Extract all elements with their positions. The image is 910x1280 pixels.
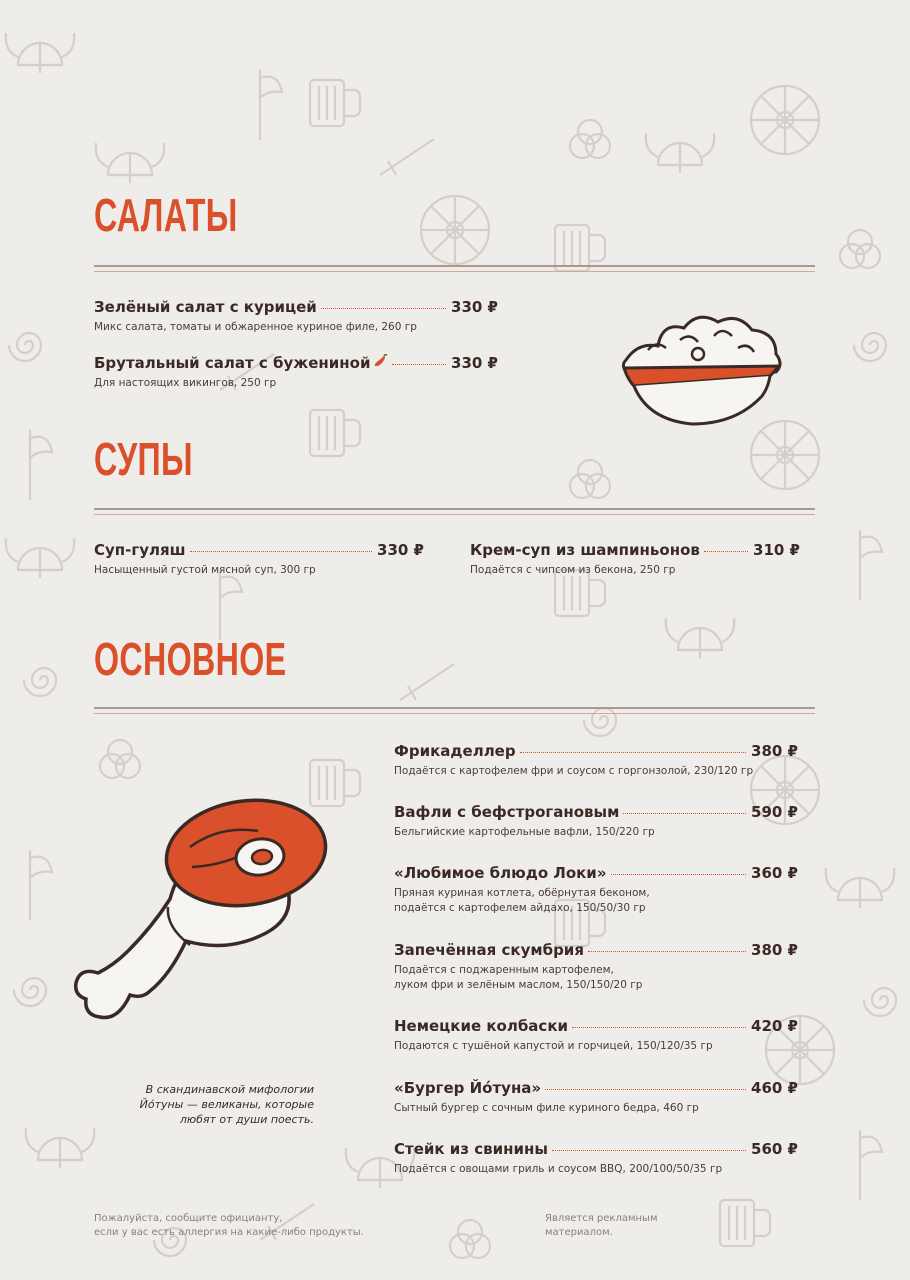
menu-item bbox=[94, 354, 498, 391]
item-name: Запечённая скумбрия bbox=[394, 941, 584, 959]
item-description: Подаётся с чипсом из бекона, 250 гр bbox=[470, 564, 676, 576]
footer-line: Пожалуйста, сообщите официанту, bbox=[94, 1213, 283, 1224]
section-title-mains: ОСНОВНОЕ bbox=[94, 633, 287, 685]
advertising-notice bbox=[545, 1212, 658, 1240]
item-name: «Бургер Йо́туна» bbox=[394, 1079, 542, 1097]
menu-item bbox=[394, 1140, 798, 1177]
caption-line: В скандинавской мифологии bbox=[145, 1083, 314, 1096]
item-price: 360 ₽ bbox=[751, 864, 798, 882]
item-description: Бельгийские картофельные вафли, 150/220 гр bbox=[394, 826, 655, 838]
dotted-leader bbox=[588, 951, 746, 952]
item-description: Для настоящих викингов, 250 гр bbox=[94, 377, 277, 389]
item-name: Немецкие колбаски bbox=[394, 1017, 569, 1035]
item-name: Брутальный салат с бужениной bbox=[94, 354, 371, 372]
section-title-soups: СУПЫ bbox=[94, 433, 193, 485]
dotted-leader bbox=[545, 1089, 746, 1090]
item-description: Подаётся с картофелем фри и соусом с горгонзолой, 230/120 гр bbox=[394, 765, 754, 777]
dotted-leader bbox=[623, 813, 746, 814]
item-price: 380 ₽ bbox=[751, 941, 798, 959]
item-name: «Любимое блюдо Локи» bbox=[394, 864, 607, 882]
item-description-line2: луком фри и зелёным маслом, 150/150/20 гр bbox=[394, 979, 643, 991]
salad-bowl-illustration bbox=[618, 302, 788, 432]
item-description: Сытный бургер с сочным филе куриного бедра, 460 гр bbox=[394, 1102, 699, 1114]
menu-item bbox=[394, 864, 798, 916]
section-divider bbox=[94, 707, 815, 714]
dotted-leader bbox=[572, 1027, 746, 1028]
caption-line: любят от души поесть. bbox=[179, 1113, 314, 1126]
dotted-leader bbox=[704, 551, 748, 552]
item-description-line2: подаётся с картофелем айдахо, 150/50/30 гр bbox=[394, 902, 646, 914]
item-price: 460 ₽ bbox=[751, 1079, 798, 1097]
item-description: Подаётся с поджаренным картофелем, bbox=[394, 964, 614, 976]
item-price: 420 ₽ bbox=[751, 1017, 798, 1035]
item-name: Стейк из свинины bbox=[394, 1140, 548, 1158]
dotted-leader bbox=[520, 752, 746, 753]
item-description: Подаются с тушёной капустой и горчицей, 150/120/35 гр bbox=[394, 1040, 713, 1052]
mythology-caption bbox=[120, 1082, 314, 1127]
item-price: 380 ₽ bbox=[751, 742, 798, 760]
item-description: Насыщенный густой мясной суп, 300 гр bbox=[94, 564, 316, 576]
item-price: 310 ₽ bbox=[753, 541, 800, 559]
item-price: 330 ₽ bbox=[377, 541, 424, 559]
section-divider bbox=[94, 508, 815, 515]
item-name: Зелёный салат с курицей bbox=[94, 298, 317, 316]
item-description: Подаётся с овощами гриль и соусом BBQ, 200/100/50/35 гр bbox=[394, 1163, 723, 1175]
menu-item bbox=[94, 541, 424, 578]
item-name: Крем-суп из шампиньонов bbox=[470, 541, 700, 559]
allergy-notice bbox=[94, 1212, 364, 1240]
dotted-leader bbox=[321, 308, 446, 309]
footer-line: материалом. bbox=[545, 1227, 613, 1238]
dotted-leader bbox=[552, 1150, 746, 1151]
ham-leg-illustration bbox=[70, 795, 332, 1035]
dotted-leader bbox=[392, 364, 446, 365]
chili-pepper-icon bbox=[372, 354, 388, 368]
item-description: Пряная куриная котлета, обёрнутая беконом, bbox=[394, 887, 650, 899]
item-price: 330 ₽ bbox=[451, 298, 498, 316]
menu-item bbox=[394, 1017, 798, 1054]
menu-item bbox=[394, 941, 798, 993]
section-divider bbox=[94, 265, 815, 272]
dotted-leader bbox=[611, 874, 747, 875]
menu-item bbox=[394, 742, 798, 779]
menu-item bbox=[394, 1079, 798, 1116]
item-name: Фрикаделлер bbox=[394, 742, 516, 760]
menu-item bbox=[94, 298, 498, 335]
item-price: 560 ₽ bbox=[751, 1140, 798, 1158]
section-title-salads: САЛАТЫ bbox=[94, 189, 238, 241]
item-price: 330 ₽ bbox=[451, 354, 498, 372]
item-name: Вафли с бефстрогановым bbox=[394, 803, 620, 821]
item-description: Микс салата, томаты и обжаренное куриное филе, 260 гр bbox=[94, 321, 417, 333]
caption-line: Йо́туны — великаны, которые bbox=[139, 1098, 314, 1111]
footer-line: если у вас есть аллергия на какие-либо продукты. bbox=[94, 1227, 364, 1238]
item-name: Суп-гуляш bbox=[94, 541, 186, 559]
dotted-leader bbox=[190, 551, 372, 552]
menu-item bbox=[470, 541, 800, 578]
footer-line: Является рекламным bbox=[545, 1213, 658, 1224]
item-price: 590 ₽ bbox=[751, 803, 798, 821]
menu-item bbox=[394, 803, 798, 840]
